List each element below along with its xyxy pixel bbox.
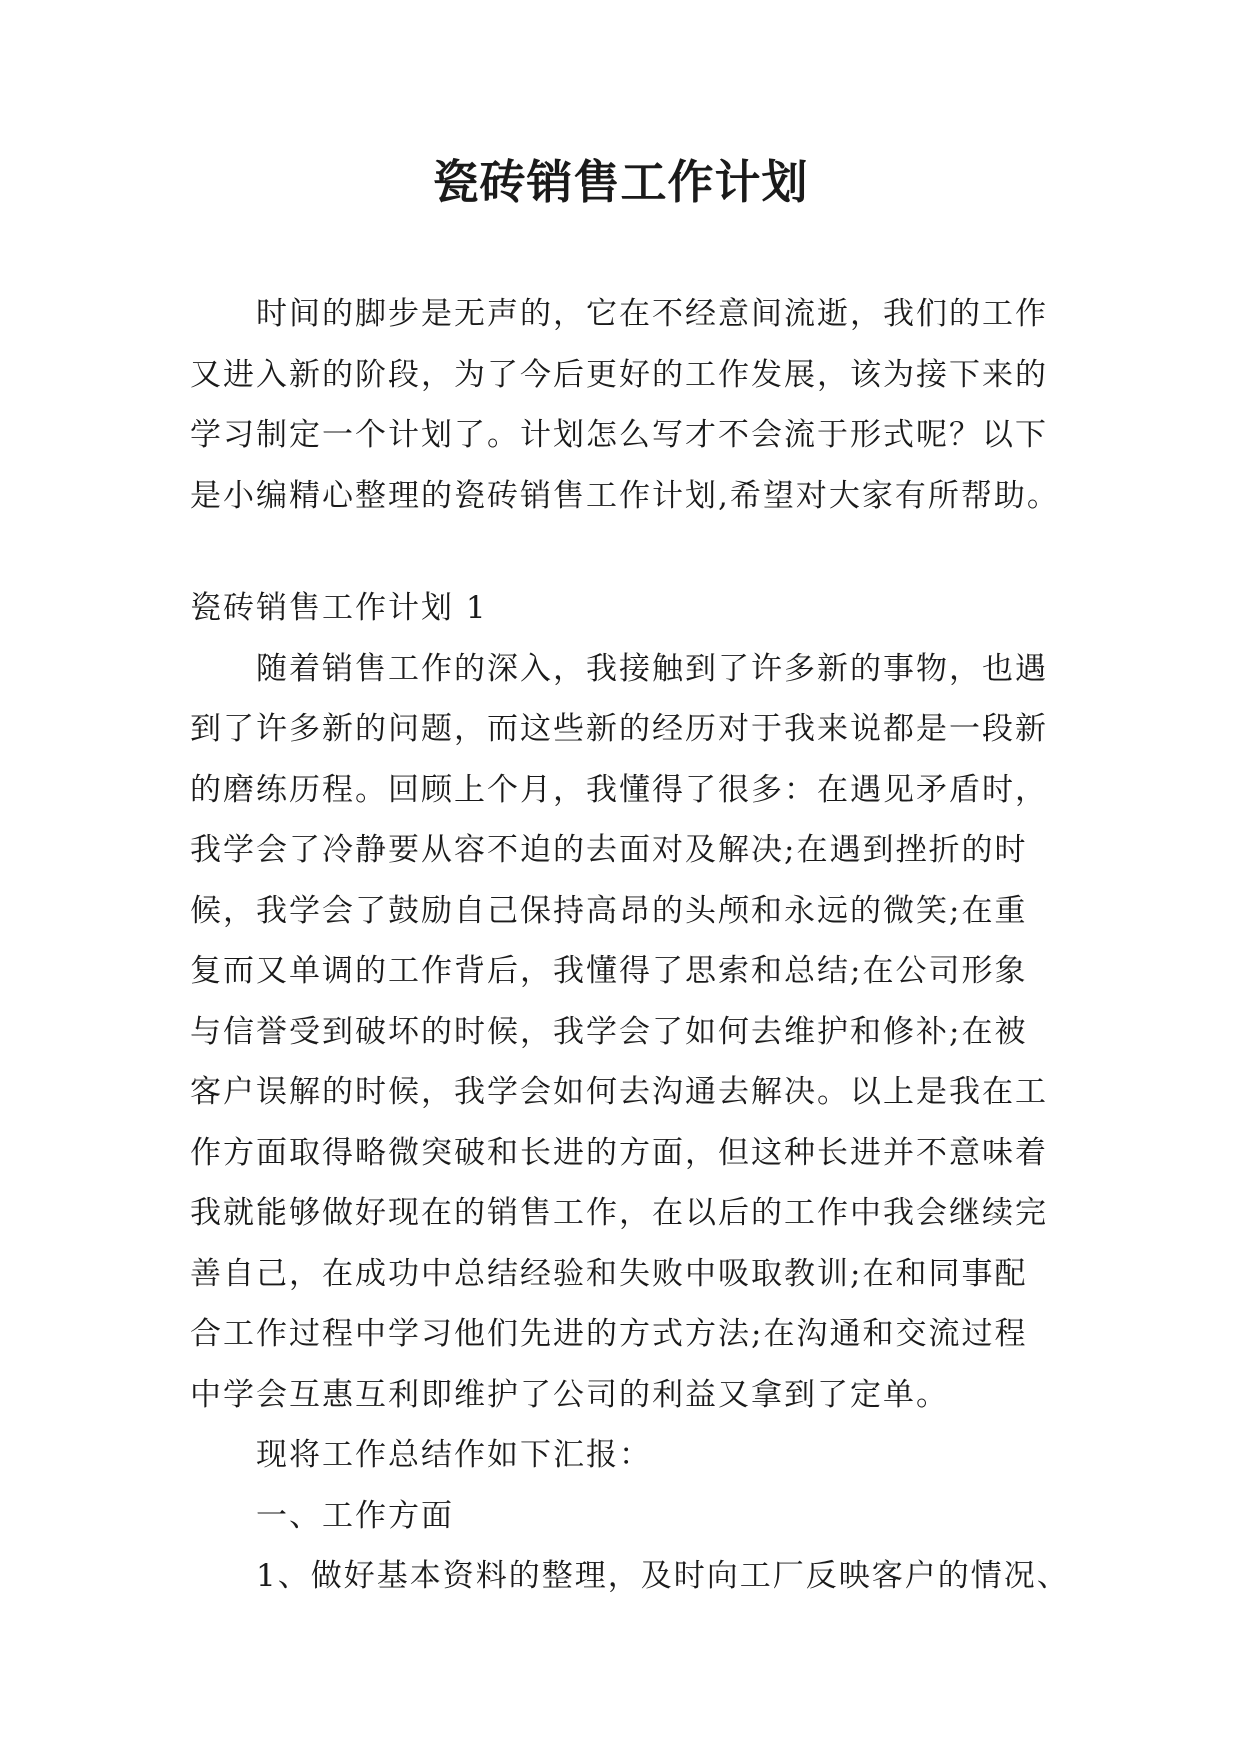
- section-line: 复而又单调的工作背后，我懂得了思索和总结;在公司形象: [190, 953, 1028, 989]
- section-line: 客户误解的时候，我学会如何去沟通去解决。以上是我在工: [190, 1074, 1048, 1110]
- section-line: 的磨练历程。回顾上个月，我懂得了很多：在遇见矛盾时，: [190, 771, 1048, 808]
- section-line: 随着销售工作的深入，我接触到了许多新的事物，也遇: [256, 650, 1048, 687]
- list-item-1: 1、做好基本资料的整理，及时向工厂反映客户的情况、: [256, 1558, 1070, 1594]
- section-line: 善自己，在成功中总结经验和失败中吸取教训;在和同事配: [190, 1255, 1028, 1292]
- subheading-work: 一、工作方面: [256, 1497, 454, 1534]
- section-line: 我就能够做好现在的销售工作，在以后的工作中我会继续完: [190, 1195, 1048, 1231]
- section-line: 作方面取得略微突破和长进的方面，但这种长进并不意味着: [190, 1134, 1048, 1171]
- intro-line: 是小编精心整理的瓷砖销售工作计划,希望对大家有所帮助。: [190, 477, 1060, 514]
- intro-line: 学习制定一个计划了。计划怎么写才不会流于形式呢？以下: [190, 417, 1048, 453]
- section-line: 到了许多新的问题，而这些新的经历对于我来说都是一段新: [190, 711, 1048, 747]
- report-intro: 现将工作总结作如下汇报：: [256, 1437, 652, 1473]
- section-line: 与信誉受到破坏的时候，我学会了如何去维护和修补;在被: [190, 1013, 1028, 1050]
- section-1: [190, 578, 1070, 1607]
- intro-line: 时间的脚步是无声的，它在不经意间流逝，我们的工作: [256, 296, 1048, 332]
- section-line: 中学会互惠互利即维护了公司的利益又拿到了定单。: [190, 1376, 949, 1413]
- section-heading: 瓷砖销售工作计划 1: [190, 590, 488, 626]
- section-line: 候，我学会了鼓励自己保持高昂的头颅和永远的微笑;在重: [190, 892, 1028, 929]
- document-title: 瓷砖销售工作计划: [432, 155, 809, 209]
- section-line: 我学会了冷静要从容不迫的去面对及解决;在遇到挫折的时: [190, 832, 1028, 868]
- intro-line: 又进入新的阶段，为了今后更好的工作发展，该为接下来的: [190, 356, 1048, 393]
- intro-paragraph: [190, 284, 1060, 526]
- section-line: 合工作过程中学习他们先进的方式方法;在沟通和交流过程: [190, 1316, 1028, 1352]
